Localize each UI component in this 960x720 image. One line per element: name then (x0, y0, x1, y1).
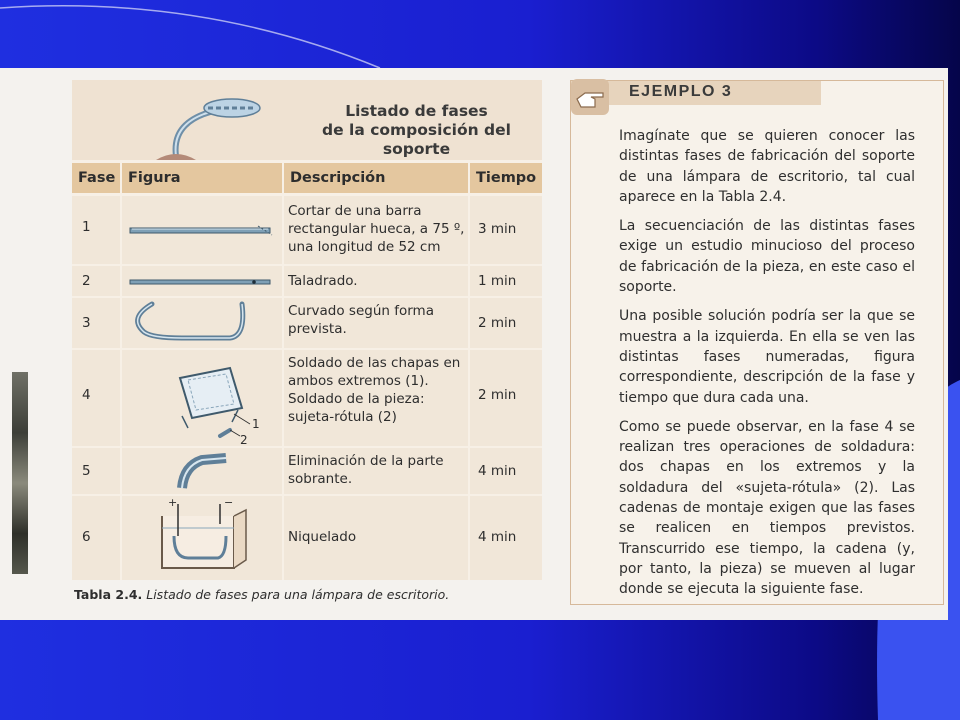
table-title-line2: de la composición del soporte (322, 121, 511, 158)
header-descripcion: Descripción (284, 163, 468, 193)
table-row (72, 496, 542, 580)
example-paragraph: Como se puede observar, en la fase 4 se realizan tres operaciones de soldadura: dos chapas en los extremos y la soldadura del «sujeta-rótula» (2). Las cadenas de montaje exigen que las fases se realicen en tiempos previstos. Transcurrido ese tiempo, la cadena (y, por tanto, la pieza) se mueven al lugar donde se ejecuta la siguiente fase. (619, 418, 915, 598)
table-title (294, 102, 539, 159)
header-fase: Fase (72, 163, 120, 193)
example-body (619, 126, 915, 609)
table-row (72, 196, 542, 264)
drilled-bar-figure (122, 266, 282, 296)
fase-description: Taladrado. (288, 273, 358, 289)
trimmed-part-figure (122, 448, 282, 494)
fase-description: Cortar de una barra rectangular hueca, a 75 º, una longitud de 52 cm (288, 203, 465, 255)
fase-time: 3 min (478, 221, 517, 237)
fase-description: Curvado según forma prevista. (288, 303, 434, 337)
example-box (570, 80, 944, 605)
fase-number: 2 (82, 273, 91, 289)
desk-lamp-icon (132, 86, 262, 160)
table-row (72, 266, 542, 296)
fase-number: 4 (82, 387, 91, 403)
fase-time: 2 min (478, 387, 517, 403)
fase-time: 4 min (478, 529, 517, 545)
nickel-bath-figure (122, 496, 282, 580)
hollow-bar-figure (122, 196, 282, 264)
fase-number: 5 (82, 463, 91, 479)
fase-time: 4 min (478, 463, 517, 479)
fase-description: Soldado de las chapas en ambos extremos (1). Soldado de la pieza: sujeta-rótula (2) (288, 355, 461, 425)
fase-time: 1 min (478, 273, 517, 289)
photo-strip (12, 372, 28, 574)
table-row (72, 448, 542, 494)
phases-table (72, 80, 542, 580)
table-row (72, 350, 542, 446)
figure-label-part1: 1 (252, 417, 260, 431)
fase-number: 1 (82, 219, 91, 235)
example-paragraph: Una posible solución podría ser la que se muestra a la izquierda. En ella se ven las distintas fases numeradas, figura correspondiente, descripción de la fase y tiempo que dura cada una. (619, 308, 915, 406)
fase-number: 6 (82, 529, 91, 545)
welding-plates-figure (122, 350, 282, 446)
caption-label: Tabla 2.4. (74, 587, 143, 602)
table-title-line1: Listado de fases (345, 102, 488, 120)
example-paragraph: La secuenciación de las distintas fases exige un estudio minucioso del proceso de fabricación de la pieza, en este caso el soporte. (619, 218, 915, 296)
figure-label-part2: 2 (240, 433, 248, 446)
figure-label-plus: + (168, 496, 178, 509)
caption-text: Listado de fases para una lámpara de escritorio. (146, 587, 450, 602)
header-figura: Figura (122, 163, 282, 193)
bent-bar-figure (122, 298, 282, 348)
fase-number: 3 (82, 315, 91, 331)
example-paragraph: Imagínate que se quieren conocer las distintas fases de fabricación del soporte de una lámpara de escritorio, tal cual aparece en la Tabla 2.4. (619, 128, 915, 205)
table-caption (74, 587, 449, 602)
figure-label-minus: − (224, 496, 234, 509)
header-tiempo: Tiempo (470, 163, 542, 193)
table-row (72, 298, 542, 348)
example-title: EJEMPLO 3 (629, 83, 733, 100)
fase-description: Eliminación de la parte sobrante. (288, 453, 444, 487)
fase-description: Niquelado (288, 529, 357, 545)
pointing-hand-icon (567, 75, 613, 119)
fase-time: 2 min (478, 315, 517, 331)
